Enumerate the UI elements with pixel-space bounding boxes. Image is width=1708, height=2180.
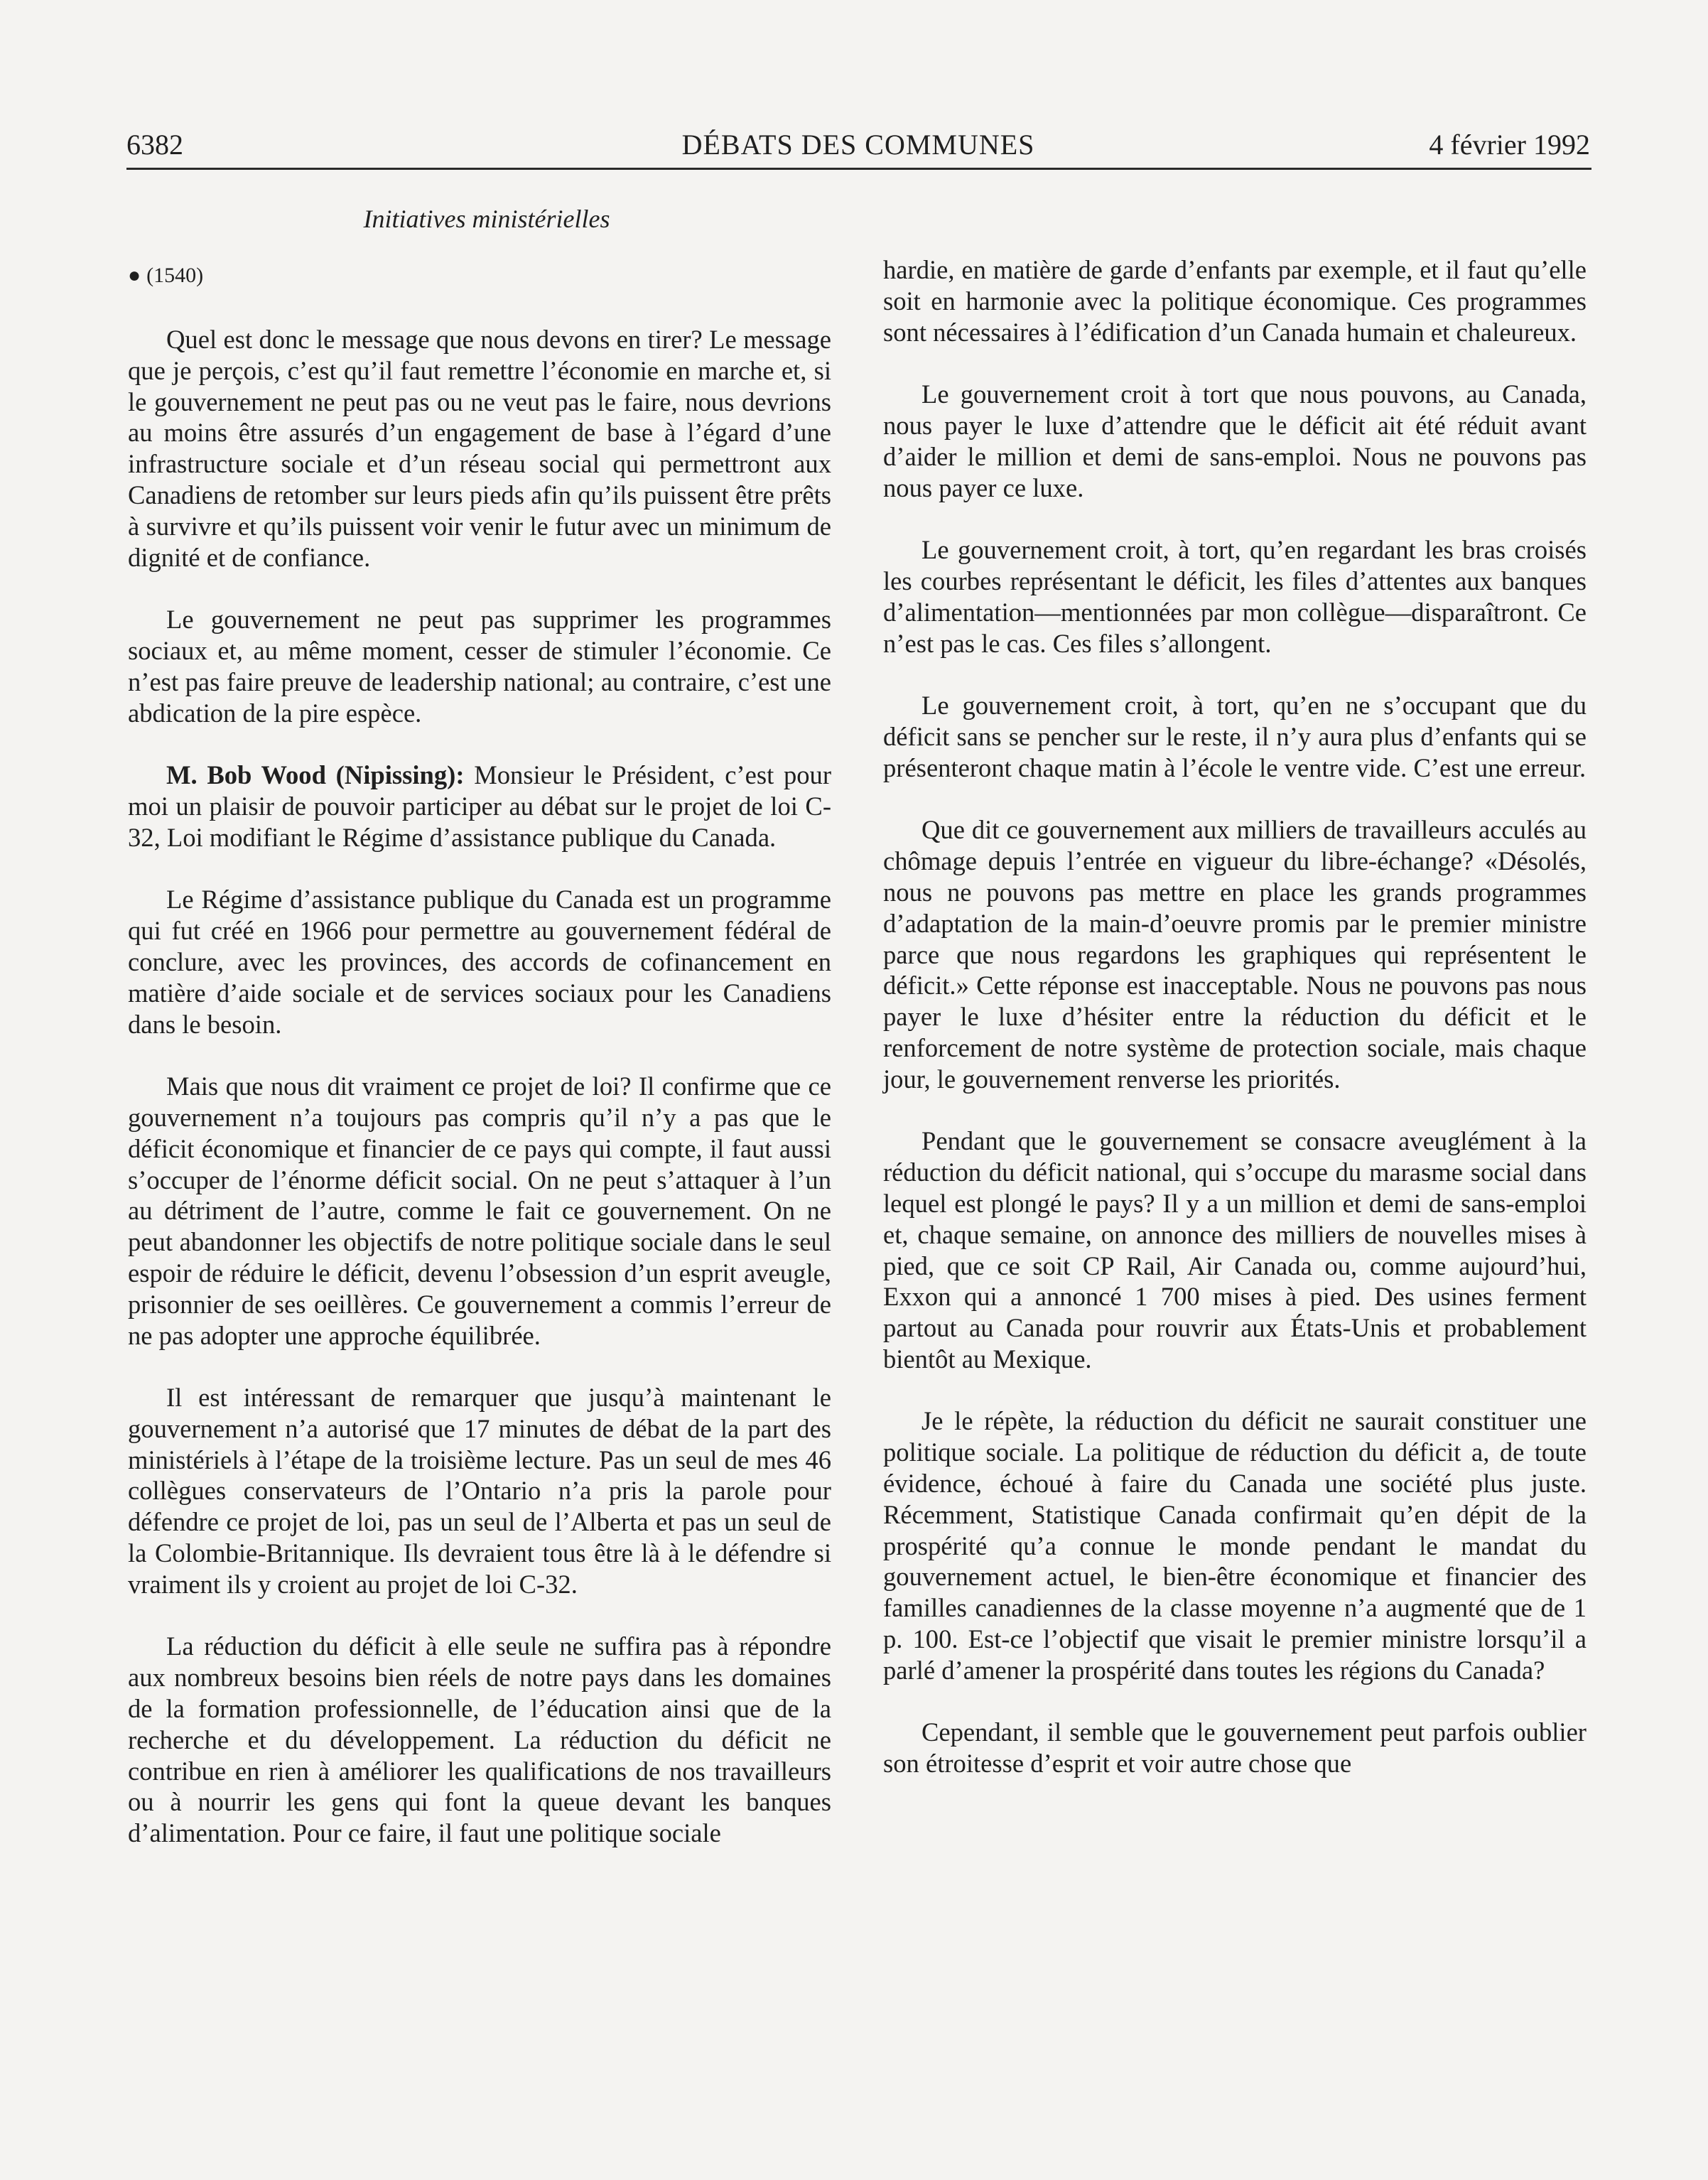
paragraph: Cependant, il semble que le gouvernement peut parfois oublier son étroitesse d’esprit et voir autre chose que — [883, 1717, 1587, 1779]
paragraph: Le gouvernement croit à tort que nous pouvons, au Canada, nous payer le luxe d’attendre que le déficit ait été réduit avant d’aider le million et demi de sans-emploi. Nous ne pouvons pas nous payer ce luxe. — [883, 379, 1587, 502]
right-column — [883, 254, 1587, 1779]
bullet-icon: ● — [128, 264, 141, 287]
issue-date: 4 février 1992 — [1429, 129, 1590, 161]
page-number: 6382 — [126, 129, 183, 161]
section-title: Initiatives ministérielles — [363, 205, 610, 233]
paragraph: Mais que nous dit vraiment ce projet de loi? Il confirme que ce gouvernement n’a toujours pas compris qu’il n’y a pas que le déficit économique et financier de ce pays qui compte, il faut aussi s’occuper de l’énorme déficit social. On ne peut s’attaquer à l’un au détriment de l’autre, comme le fait ce gouvernement. On ne peut abandonner les objectifs de notre politique sociale dans le seul espoir de réduire le déficit, devenu l’obsession d’un esprit aveugle, prisonnier de ses oeillères. Ce gouvernement a commis l’erreur de ne pas adopter une approche équilibrée. — [128, 1072, 831, 1350]
publication-title: DÉBATS DES COMMUNES — [681, 129, 1035, 161]
paragraph: Je le répète, la réduction du déficit ne saurait constituer une politique sociale. La politique de réduction du déficit a, de toute évidence, échoué à faire du Canada une société plus juste. Récemment, Statistique Canada confirmait qu’en dépit de la prospérité qu’a connue le monde pendant le mandat du gouvernement actuel, le bien-être économique et financier des familles canadiennes de la classe moyenne n’a augmenté que de 1 p. 100. Est-ce l’objectif que visait le premier ministre lorsqu’il a parlé d’amener la prospérité dans toutes les régions du Canada? — [883, 1406, 1587, 1685]
paragraph: Le gouvernement croit, à tort, qu’en regardant les bras croisés les courbes représentant le déficit, les files d’attentes aux banques d’alimentation—mentionnées par mon collègue—disparaîtront. Ce n’est pas le cas. Ces files s’allongent. — [883, 535, 1587, 658]
speaker-paragraph — [128, 760, 831, 853]
time-stamp: (1540) — [146, 264, 204, 287]
paragraph: Le gouvernement ne peut pas supprimer les programmes sociaux et, au même moment, cesser de stimuler l’économie. Ce n’est pas faire preuve de leadership national; au contraire, c’est une abdication de la pire espèce. — [128, 605, 831, 728]
time-marker — [128, 260, 831, 291]
running-header — [126, 125, 1590, 165]
paragraph: Le Régime d’assistance publique du Canada est un programme qui fut créé en 1966 pour permettre au gouvernement fédéral de conclure, avec les provinces, des accords de cofinancement en matière d’aide sociale et de services sociaux pour les Canadiens dans le besoin. — [128, 885, 831, 1039]
paragraph: Quel est donc le message que nous devons en tirer? Le message que je perçois, c’est qu’il faut remettre l’économie en marche et, si le gouvernement ne peut pas ou ne veut pas le faire, nous devrions au moins être assurés d’un engagement de base à l’égard d’une infrastructure sociale et d’un réseau social qui permettront aux Canadiens de retomber sur leurs pieds afin qu’ils puissent être prêts à survivre et qu’ils puissent voir venir le futur avec un minimum de dignité et de confiance. — [128, 325, 831, 572]
continued-paragraph: hardie, en matière de garde d’enfants par exemple, et il faut qu’elle soit en harmonie avec la politique économique. Ces programmes sont nécessaires à l’édification d’un Canada humain et chaleureux. — [883, 255, 1587, 347]
paragraph: Que dit ce gouvernement aux milliers de travailleurs acculés au chômage depuis l’entrée en vigueur du libre-échange? «Désolés, nous ne pouvons pas mettre en place les grands programmes d’adaptation de la main-d’oeuvre promis par le premier ministre parce que nous regardons les graphiques qui représentent le déficit.» Cette réponse est inacceptable. Nous ne pouvons pas nous payer le luxe d’hésiter entre la réduction du déficit et le renforcement de notre système de protection sociale, mais chaque jour, le gouvernement renverse les priorités. — [883, 815, 1587, 1094]
left-column — [128, 196, 831, 1849]
paragraph: La réduction du déficit à elle seule ne suffira pas à répondre aux nombreux besoins bien réels de notre pays dans les domaines de la formation professionnelle, de l’éducation ainsi que de la recherche et du développement. La réduction du déficit ne contribue en rien à améliorer les qualifications de nos travailleurs ou à nourrir les gens qui font la queue devant les banques d’alimentation. Pour ce faire, il faut une politique sociale — [128, 1631, 831, 1848]
paragraph: Pendant que le gouvernement se consacre aveuglément à la réduction du déficit national, qui s’occupe du marasme social dans lequel est plongé le pays? Il y a un million et demi de sans-emploi et, chaque semaine, on annonce des milliers de nouvelles mises à pied, que ce soit CP Rail, Air Canada ou, comme aujourd’hui, Exxon qui a annoncé 1 700 mises à pied. Des usines ferment partout au Canada pour rouvrir aux États-Unis et probablement bientôt au Mexique. — [883, 1126, 1587, 1374]
speaker-name: M. Bob Wood (Nipissing): — [166, 760, 465, 790]
header-rule — [126, 168, 1591, 170]
paragraph: Il est intéressant de remarquer que jusqu’à maintenant le gouvernement n’a autorisé que 17 minutes de débat de la part des ministériels à l’étape de la troisième lecture. Pas un seul de mes 46 collègues conservateurs de l’Ontario n’a pris la parole pour défendre ce projet de loi, pas un seul de l’Alberta et pas un seul de la Colombie-Britannique. Ils devraient tous être là à le défendre si vraiment ils y croient au projet de loi C-32. — [128, 1383, 831, 1599]
speaker-text: Monsieur le Président, c’est pour moi un plaisir de pouvoir participer au débat sur le projet de loi C-32, Loi modifiant le Régime d’assistance publique du Canada. — [128, 760, 831, 852]
paragraph: Le gouvernement croit, à tort, qu’en ne s’occupant que du déficit sans se pencher sur le reste, il n’y aura plus d’enfants qui se présenteront chaque matin à l’école le ventre vide. C’est une erreur. — [883, 691, 1587, 782]
